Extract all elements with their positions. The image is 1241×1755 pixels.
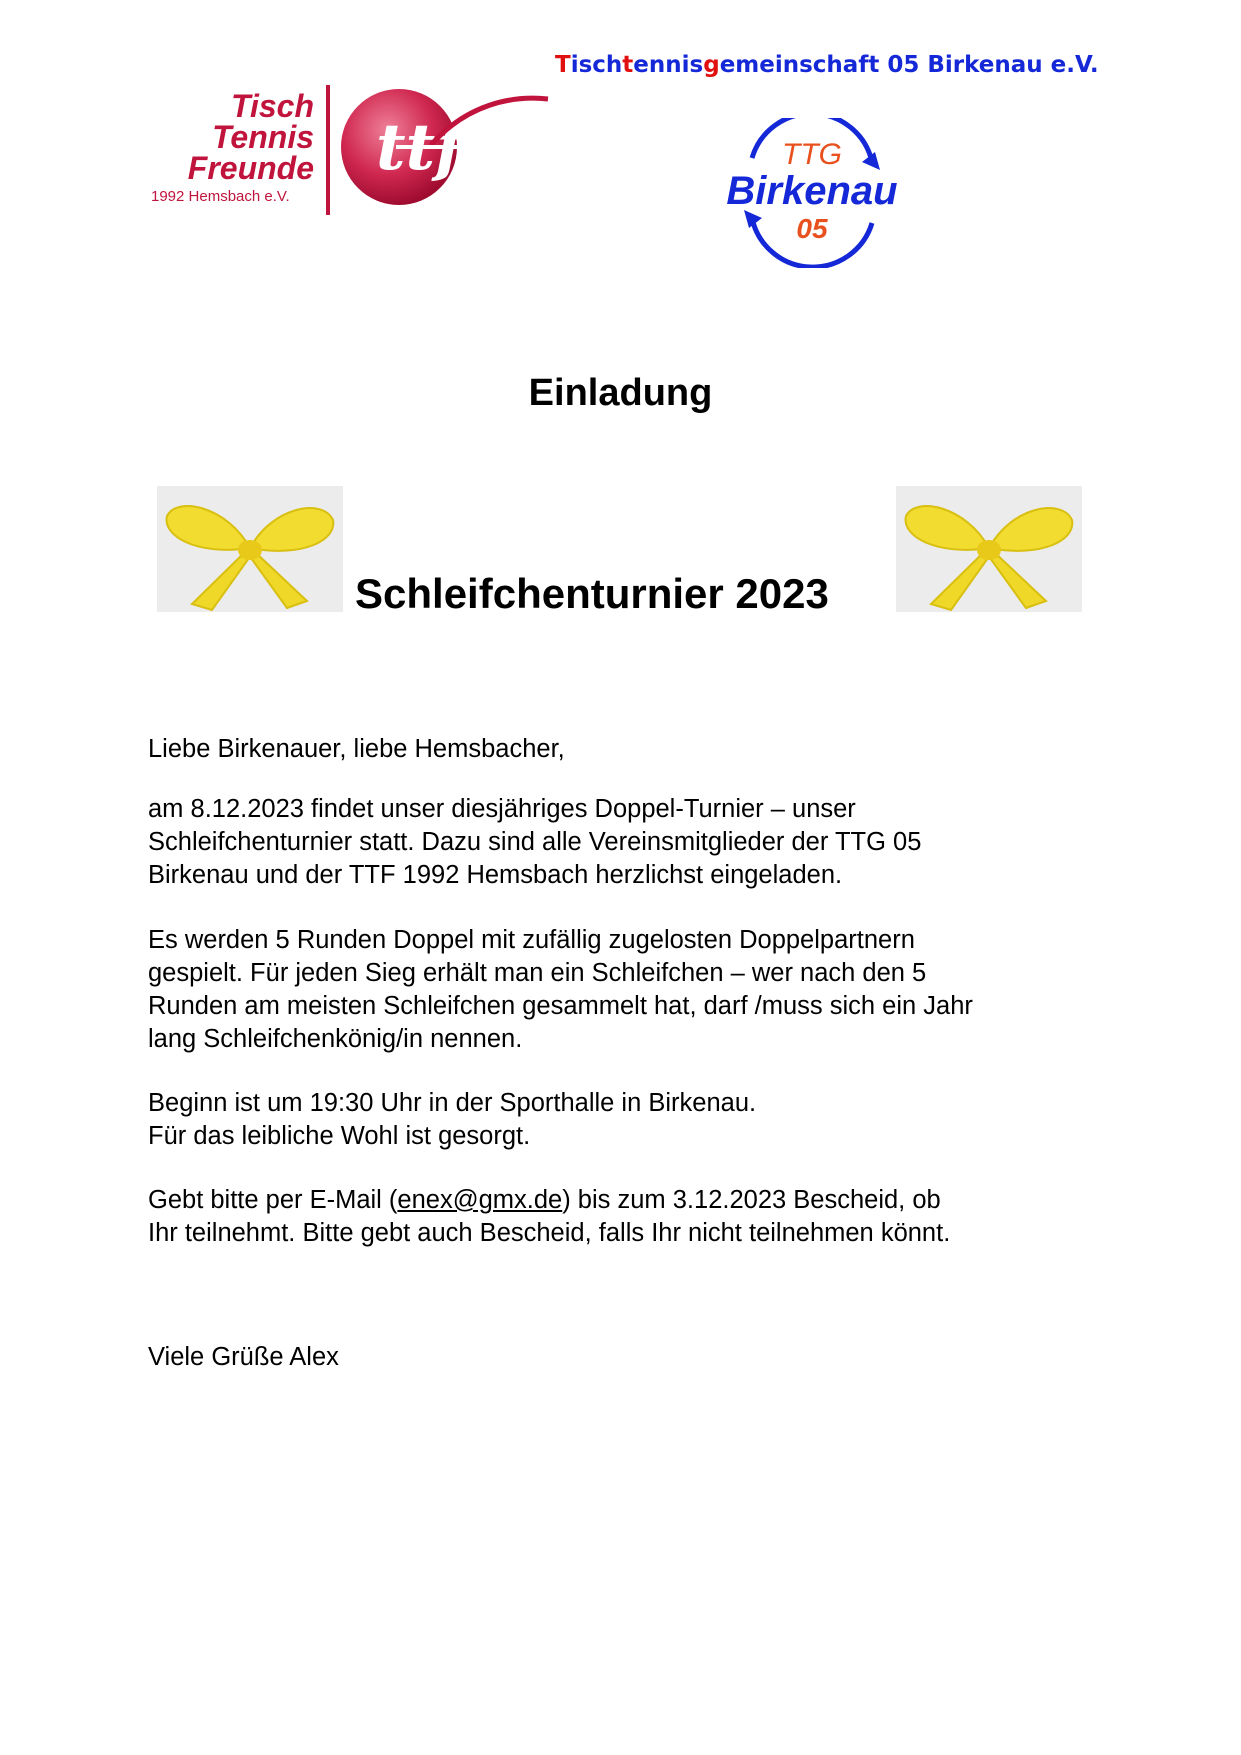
ttg-logo bbox=[712, 118, 912, 268]
ttg-logo-top: TTG bbox=[782, 138, 842, 171]
closing-signature: Viele Grüße Alex bbox=[148, 1343, 339, 1371]
paragraph-start-time: Beginn ist um 19:30 Uhr in der Sporthalle in Birkenau. Für das leibliche Wohl ist gesorgt. bbox=[148, 1089, 757, 1150]
ttf-ball-icon bbox=[336, 85, 551, 220]
email-link[interactable]: enex@gmx.de bbox=[397, 1186, 563, 1214]
yellow-bow-icon bbox=[157, 486, 343, 612]
ttf-logo-wordmark: Tisch Tennis Freunde bbox=[187, 88, 314, 186]
greeting: Liebe Birkenauer, liebe Hemsbacher, bbox=[148, 735, 565, 763]
page-title: Einladung bbox=[528, 372, 713, 414]
yellow-bow-icon bbox=[896, 486, 1082, 612]
ttg-logo-middle: Birkenau bbox=[726, 169, 898, 213]
paragraph-rules: Es werden 5 Runden Doppel mit zufällig zugelosten Doppelpartnern gespielt. Für jeden Sieg erhält man ein Schleifchen – wer nach den 5 Runden am meisten Schleifchen gesammelt hat, darf /muss sich ein Jahr lang Schleifchenkönig/in nennen. bbox=[148, 926, 973, 1053]
ttf-logo-subtitle: 1992 Hemsbach e.V. bbox=[151, 188, 290, 205]
ttg-logo-bottom: 05 bbox=[796, 213, 828, 244]
event-title: Schleifchenturnier 2023 bbox=[355, 570, 829, 617]
svg-text:ttf: ttf bbox=[376, 110, 463, 185]
paragraph-date: am 8.12.2023 findet unser diesjähriges Doppel-Turnier – unser Schleifchenturnier statt. Dazu sind alle Vereinsmitglieder der TTG 05 Birkenau und der TTF 1992 Hemsbach herzlichst eingeladen. bbox=[148, 795, 922, 889]
ttf-logo bbox=[150, 85, 550, 220]
paragraph-rsvp: Gebt bitte per E-Mail (enex@gmx.de) bis zum 3.12.2023 Bescheid, ob Ihr teilnehmt. Bitte gebt auch Bescheid, falls Ihr nicht teilnehmen könnt. bbox=[148, 1186, 951, 1247]
club-name-header: Tischtennisgemeinschaft 05 Birkenau e.V. bbox=[555, 52, 1099, 78]
ttf-logo-divider bbox=[326, 85, 330, 215]
